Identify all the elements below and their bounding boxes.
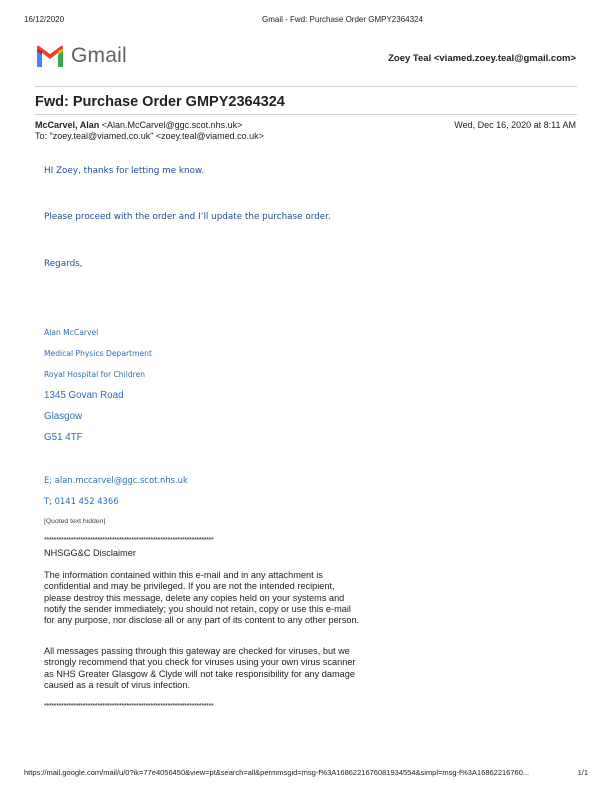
disclaimer-paragraph-2: All messages passing through this gateway are checked for viruses, but we strongly recommend that you check for viruses using your own virus scanner as NHS Greater Glasgow & Clyde will not take responsibility for any damage caused as a result of virus infection. [44,646,356,690]
print-date: 16/12/2020 [24,15,65,24]
footer-page-number: 1/1 [577,768,588,777]
signature-email[interactable]: E; alan.mccarvel@ggc.scot.nhs.uk [44,475,188,485]
account-email: Zoey Teal <viamed.zoey.teal@gmail.com> [388,53,576,64]
disclaimer-paragraph-1: The information contained within this e-mail and in any attachment is confidential and may be privileged. If you are not the intended recipient, please destroy this message, delete any copies held on your systems and notify the sender immediately; you should not retain, copy or use this e-mail for any purpose, nor disclose all or any part of its content to any other person. [44,570,360,626]
signature-phone: T; 0141 452 4366 [44,496,119,506]
sender-line [35,120,242,130]
quoted-text-hidden[interactable]: [Quoted text hidden] [44,518,106,525]
gmail-m-icon [35,45,65,69]
disclaimer-stars-top: ********************************************************************** [44,535,214,544]
gmail-logo[interactable] [35,44,131,70]
header-divider [35,86,577,87]
sender-email: <Alan.McCarvel@ggc.scot.nhs.uk> [101,120,243,130]
signature-postcode: G51 4TF [44,432,83,443]
signature-department: Medical Physics Department [44,349,152,358]
email-date: Wed, Dec 16, 2020 at 8:11 AM [454,120,576,130]
sender-name: McCarvel, Alan [35,120,100,130]
disclaimer-stars-bottom: ********************************************************************** [44,701,214,710]
body-line-2: Please proceed with the order and I’ll update the purchase order. [44,212,331,222]
subject-divider [35,114,577,115]
signature-street: 1345 Govan Road [44,390,124,401]
signature-city: Glasgow [44,411,83,422]
signature-hospital: Royal Hospital for Children [44,370,146,379]
footer-url: https://mail.google.com/mail/u/0?ik=77e4056450&view=pt&search=all&permmsgid=msg-f%3A1686221676081934554&simpl=msg-f%3A16862216760... [24,768,530,777]
email-subject: Fwd: Purchase Order GMPY2364324 [35,94,285,110]
disclaimer-heading: NHSGG&C Disclaimer [44,548,136,558]
body-regards: Regards, [44,259,83,269]
body-greeting: HI Zoey, thanks for letting me know. [44,166,205,176]
gmail-logo-text: Gmail [71,44,127,67]
print-title: Gmail - Fwd: Purchase Order GMPY2364324 [262,15,423,24]
signature-name: Alan McCarvel [44,328,99,337]
recipient-line: To: "zoey.teal@viamed.co.uk" <zoey.teal@viamed.co.uk> [35,131,264,141]
